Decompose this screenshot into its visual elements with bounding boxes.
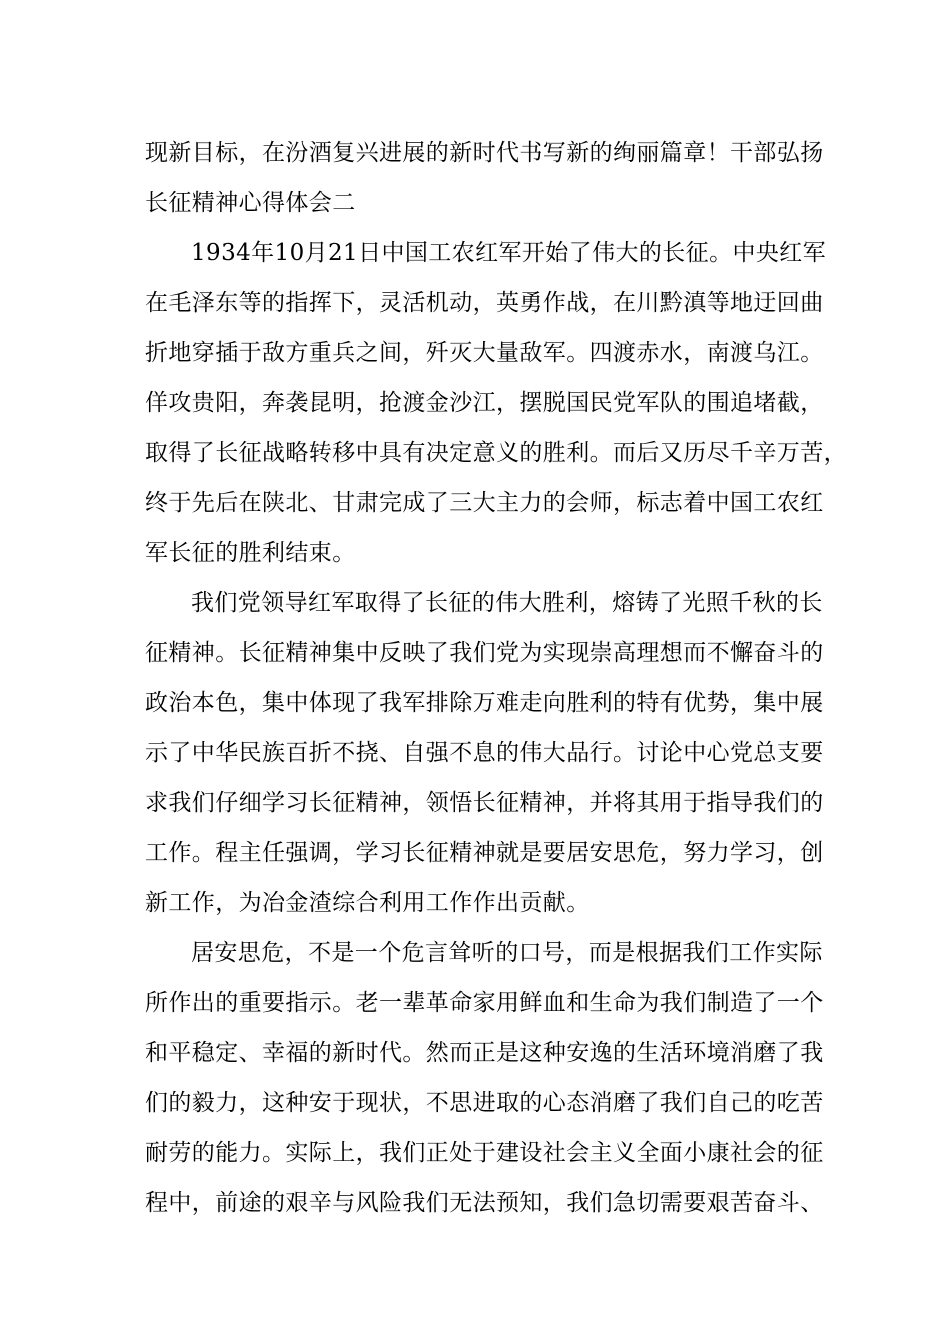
paragraph-line: 耐劳的能力。实际上，我们正处于建设社会主义全面小康社会的征 <box>145 1140 824 1166</box>
paragraph-line: 居安思危，不是一个危言耸听的口号，而是根据我们工作实际 <box>191 940 823 966</box>
paragraph-line: 们的毅力，这种安于现状，不思进取的心态消磨了我们自己的吃苦 <box>145 1090 824 1116</box>
document-body <box>145 128 847 1228</box>
paragraph-line: 和平稳定、幸福的新时代。然而正是这种安逸的生活环境消磨了我 <box>145 1040 824 1066</box>
paragraph-line: 我们党领导红军取得了长征的伟大胜利，熔铸了光照千秋的长 <box>191 590 823 616</box>
paragraph-line: 1934年10月21日中国工农红军开始了伟大的长征。中央红军 <box>191 240 827 266</box>
paragraph-line: 征精神。长征精神集中反映了我们党为实现崇高理想而不懈奋斗的 <box>145 640 824 666</box>
paragraph-line: 折地穿插于敌方重兵之间，歼灭大量敌军。四渡赤水，南渡乌江。 <box>145 340 824 366</box>
paragraph-line: 取得了长征战略转移中具有决定意义的胜利。而后又历尽千辛万苦， <box>145 440 847 466</box>
paragraph-line: 佯攻贵阳，奔袭昆明，抢渡金沙江，摆脱国民党军队的围追堵截， <box>145 390 824 416</box>
paragraph-line: 求我们仔细学习长征精神，领悟长征精神，并将其用于指导我们的 <box>145 790 824 816</box>
paragraph-line: 新工作，为冶金渣综合利用工作作出贡献。 <box>145 890 590 916</box>
paragraph-line: 在毛泽东等的指挥下，灵活机动，英勇作战，在川黔滇等地迂回曲 <box>145 290 824 316</box>
paragraph-line: 终于先后在陕北、甘肃完成了三大主力的会师，标志着中国工农红 <box>145 490 824 516</box>
text-line: 现新目标，在汾酒复兴进展的新时代书写新的绚丽篇章！干部弘扬 <box>145 140 824 166</box>
paragraph-line: 工作。程主任强调，学习长征精神就是要居安思危，努力学习，创 <box>145 840 824 866</box>
paragraph-line: 政治本色，集中体现了我军排除万难走向胜利的特有优势，集中展 <box>145 690 824 716</box>
paragraph-line: 军长征的胜利结束。 <box>145 540 356 566</box>
section-heading: 长征精神心得体会二 <box>145 190 356 216</box>
paragraph-line: 程中，前途的艰辛与风险我们无法预知，我们急切需要艰苦奋斗、 <box>145 1190 824 1216</box>
paragraph-line: 示了中华民族百折不挠、自强不息的伟大品行。讨论中心党总支要 <box>145 740 824 766</box>
paragraph-line: 所作出的重要指示。老一辈革命家用鲜血和生命为我们制造了一个 <box>145 990 824 1016</box>
